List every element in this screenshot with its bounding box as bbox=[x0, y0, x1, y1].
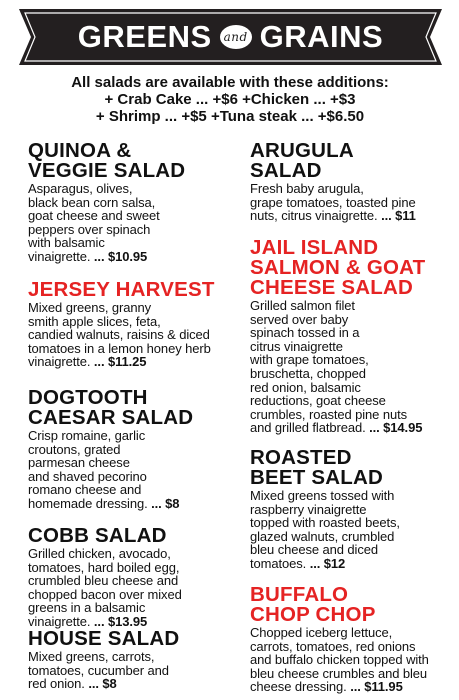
item-description: Grilled salmon filet served over baby spinach tossed in a citrus vinaigrette with grape tomatoes, bruschetta, chopped red onion, balsamic reductions, goat cheese crumbles, roasted pine nuts and grilled flatbread. ... $14.95 bbox=[250, 298, 423, 436]
menu-item bbox=[28, 280, 215, 369]
additions-intro: All salads are available with these additions: bbox=[71, 74, 389, 91]
item-price: ... $10.95 bbox=[93, 248, 148, 264]
item-description: Mixed greens, granny smith apple slices, feta, candied walnuts, raisins & diced tomatoes in a lemon honey herb vinaigrette. ... $11.25 bbox=[28, 300, 211, 370]
item-title: BUFFALO CHOP CHOP bbox=[250, 583, 376, 626]
item-price: ... $8 bbox=[88, 676, 117, 692]
menu-item bbox=[28, 526, 182, 629]
item-description: Grilled chicken, avocado, tomatoes, hard boiled egg, crumbled bleu cheese and chopped bacon over mixed greens in a balsamic vinaigrette. ... $13.95 bbox=[28, 546, 182, 629]
item-title: JAIL ISLAND SALMON & GOAT CHEESE SALAD bbox=[250, 236, 426, 299]
item-title: HOUSE SALAD bbox=[28, 627, 180, 650]
item-title: ROASTED BEET SALAD bbox=[250, 446, 383, 489]
item-description: Mixed greens, carrots, tomatoes, cucumber and red onion. ... $8 bbox=[28, 649, 169, 692]
additions-block bbox=[20, 74, 440, 125]
banner-title-grains: GRAINS bbox=[259, 19, 384, 54]
menu-item bbox=[28, 629, 179, 691]
additions-line-2: + Shrimp ... +$5 +Tuna steak ... +$6.50 bbox=[95, 108, 365, 125]
additions-line-1: + Crab Cake ... +$6 +Chicken ... +$3 bbox=[104, 91, 356, 108]
item-price: ... $11 bbox=[381, 208, 416, 224]
item-title: QUINOA & VEGGIE SALAD bbox=[28, 139, 186, 182]
item-price: ... $14.95 bbox=[369, 420, 423, 436]
item-price: ... $8 bbox=[151, 495, 180, 511]
item-description: Fresh baby arugula, grape tomatoes, toasted pine nuts, citrus vinaigrette. ... $11 bbox=[250, 181, 416, 224]
item-title: JERSEY HARVEST bbox=[28, 278, 215, 301]
menu-item bbox=[28, 141, 185, 264]
item-price: ... $11.25 bbox=[93, 354, 147, 370]
and-badge: and bbox=[220, 25, 252, 49]
item-title: DOGTOOTH CAESAR SALAD bbox=[28, 386, 194, 429]
item-description: Mixed greens tossed with raspberry vinaigrette topped with roasted beets, glazed walnuts, crumbled bleu cheese and diced tomatoes. ... $12 bbox=[250, 488, 400, 571]
item-title: COBB SALAD bbox=[28, 524, 167, 547]
menu-item bbox=[250, 238, 425, 435]
banner-title-greens: GREENS bbox=[77, 19, 212, 54]
item-price: ... $12 bbox=[309, 555, 346, 571]
menu-item bbox=[250, 585, 429, 694]
menu-item bbox=[250, 448, 400, 571]
item-price: ... $13.95 bbox=[93, 613, 148, 629]
section-banner bbox=[19, 9, 442, 65]
menu-item bbox=[28, 388, 193, 511]
item-description: Crisp romaine, garlic croutons, grated parmesan cheese and shaved pecorino romano cheese and homemade dressing. ... $8 bbox=[28, 428, 180, 511]
item-description: Chopped iceberg lettuce, carrots, tomatoes, red onions and buffalo chicken topped with bleu cheese crumbles and bleu cheese dressing. ... $11.95 bbox=[250, 625, 429, 695]
item-description: Asparagus, olives, black bean corn salsa, goat cheese and sweet peppers over spinach with balsamic vinaigrette. ... $10.95 bbox=[28, 181, 160, 264]
item-title: ARUGULA SALAD bbox=[250, 139, 354, 182]
menu-item bbox=[250, 141, 416, 223]
item-price: ... $11.95 bbox=[350, 679, 403, 695]
